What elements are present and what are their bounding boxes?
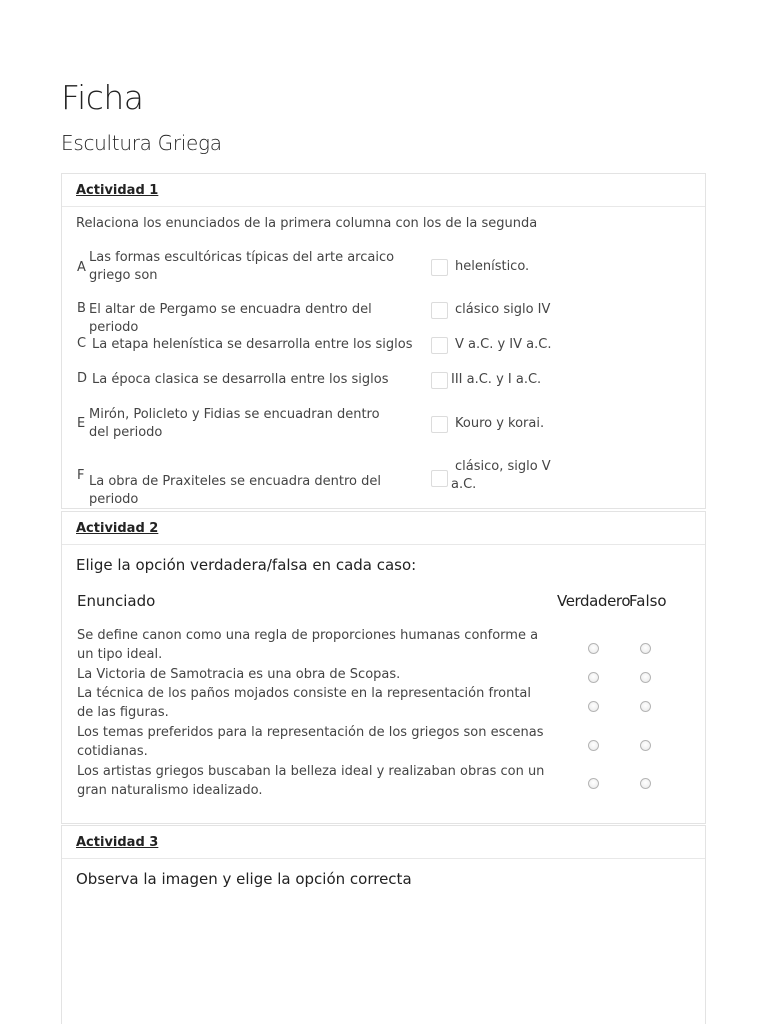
page-title: Ficha: [61, 78, 144, 117]
match-answer-box[interactable]: [431, 302, 448, 319]
false-radio[interactable]: [640, 701, 651, 712]
match-letter: A: [77, 260, 86, 275]
activity-1-header: Actividad 1: [62, 174, 705, 207]
false-radio[interactable]: [640, 740, 651, 751]
match-letter: F: [77, 468, 85, 483]
match-letter: B: [77, 301, 86, 316]
true-radio[interactable]: [588, 740, 599, 751]
tf-statement: Se define canon como una regla de proporciones humanas conforme a un tipo ideal.: [77, 628, 539, 662]
page-subtitle: Escultura Griega: [61, 131, 222, 155]
activity-3-instruction: Observa la imagen y elige la opción correcta: [76, 870, 412, 888]
tf-statement: La técnica de los paños mojados consiste en la representación frontal de las figuras.: [77, 686, 531, 720]
activity-1-instruction: Relaciona los enunciados de la primera columna con los de la segunda: [76, 216, 538, 231]
activity-1-card: [61, 173, 706, 509]
true-radio[interactable]: [588, 672, 599, 683]
match-answer-box[interactable]: [431, 259, 448, 276]
match-answer-box[interactable]: [431, 337, 448, 354]
match-answer-box[interactable]: [431, 470, 448, 487]
match-letter: E: [77, 416, 86, 431]
match-letter: D: [77, 371, 88, 386]
match-statement: Las formas escultóricas típicas del arte arcaico griego son: [89, 250, 395, 283]
false-radio[interactable]: [640, 643, 651, 654]
true-radio[interactable]: [588, 778, 599, 789]
activity-2-instruction: Elige la opción verdadera/falsa en cada caso:: [76, 556, 417, 574]
column-header-false: Falso: [629, 592, 667, 610]
match-option: III a.C. y I a.C.: [451, 372, 542, 387]
match-answer-box[interactable]: [431, 372, 448, 389]
match-statement: Mirón, Policleto y Fidias se encuadran dentro del periodo: [89, 407, 380, 440]
match-option: helenístico.: [455, 259, 530, 274]
tf-statement: Los temas preferidos para la representación de los griegos son escenas cotidianas.: [77, 725, 544, 759]
match-statement: El altar de Pergamo se encuadra dentro del periodo: [89, 302, 372, 335]
false-radio[interactable]: [640, 778, 651, 789]
match-option: clásico, siglo V a.C.: [451, 459, 551, 492]
tf-statement: Los artistas griegos buscaban la belleza ideal y realizaban obras con un gran naturalismo idealizado.: [77, 764, 545, 798]
match-letter: C: [77, 336, 87, 351]
false-radio[interactable]: [640, 672, 651, 683]
activity-3-header: Actividad 3: [62, 826, 705, 859]
match-option: V a.C. y IV a.C.: [455, 337, 552, 352]
match-answer-box[interactable]: [431, 416, 448, 433]
activity-3-card: [61, 825, 706, 1024]
match-option: clásico siglo IV: [455, 302, 551, 317]
tf-statement: La Victoria de Samotracia es una obra de Scopas.: [77, 667, 401, 682]
true-radio[interactable]: [588, 643, 599, 654]
match-statement: La obra de Praxiteles se encuadra dentro del periodo: [89, 474, 381, 507]
match-statement: La época clasica se desarrolla entre los siglos: [92, 372, 389, 387]
column-header-true: Verdadero: [557, 592, 631, 610]
activity-2-card: [61, 511, 706, 824]
match-statement: La etapa helenística se desarrolla entre los siglos: [92, 337, 413, 352]
activity-2-header: Actividad 2: [62, 512, 705, 545]
match-option: Kouro y korai.: [455, 416, 545, 431]
column-header-statement: Enunciado: [77, 592, 156, 610]
true-radio[interactable]: [588, 701, 599, 712]
